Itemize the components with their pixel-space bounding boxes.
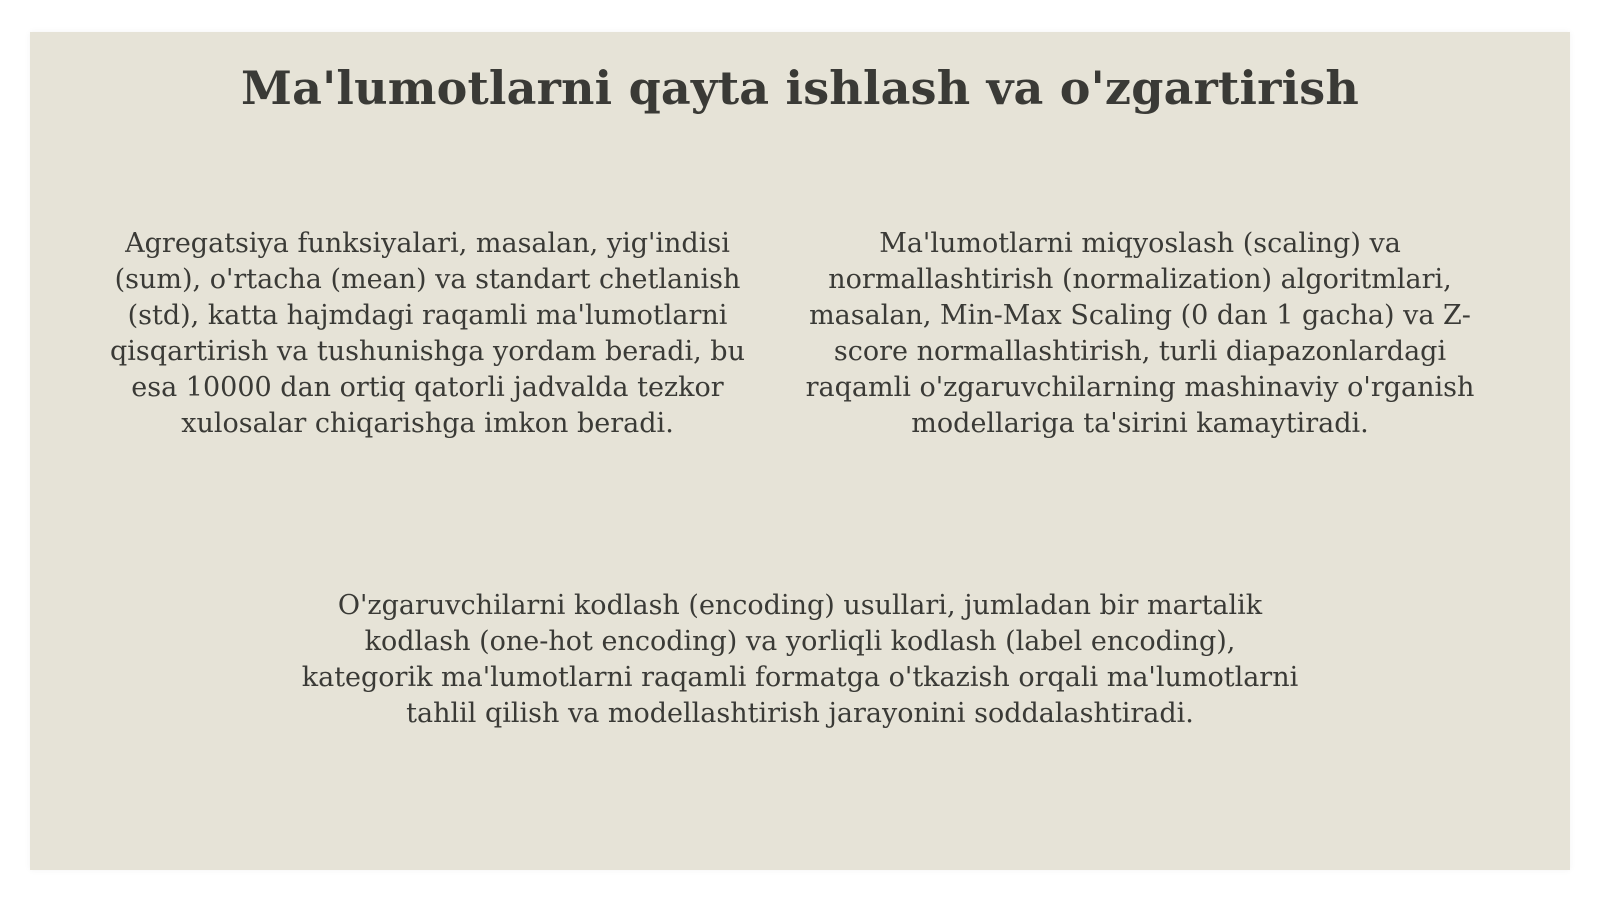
slide: [30, 32, 1570, 870]
paragraph-scaling: Ma'lumotlarni miqyoslash (scaling) va normallashtirish (normalization) algoritmlari, masalan, Min-Max Scaling (0 dan 1 gacha) va Z-score normallashtirish, turli diapazonlardagi raqamli o'zgaruvchilarning mashinaviy o'rganish modellariga ta'sirini kamaytiradi.: [805, 228, 1475, 439]
slide-title: Ma'lumotlarni qayta ishlash va o'zgartirish: [240, 61, 1359, 115]
paragraph-encoding: O'zgaruvchilarni kodlash (encoding) usullari, jumladan bir martalik kodlash (one-hot encoding) va yorliqli kodlash (label encoding), kategorik ma'lumotlarni raqamli formatga o'tkazish orqali ma'lumotlarni tahlil qilish va modellashtirish jarayonini soddalashtiradi.: [301, 590, 1299, 729]
paragraph-aggregation: Agregatsiya funksiyalari, masalan, yig'indisi (sum), o'rtacha (mean) va standart chetlanish (std), katta hajmdagi raqamli ma'lumotlarni qisqartirish va tushunishga yordam beradi, bu esa 10000 dan ortiq qatorli jadvalda tezkor xulosalar chiqarishga imkon beradi.: [110, 228, 745, 439]
